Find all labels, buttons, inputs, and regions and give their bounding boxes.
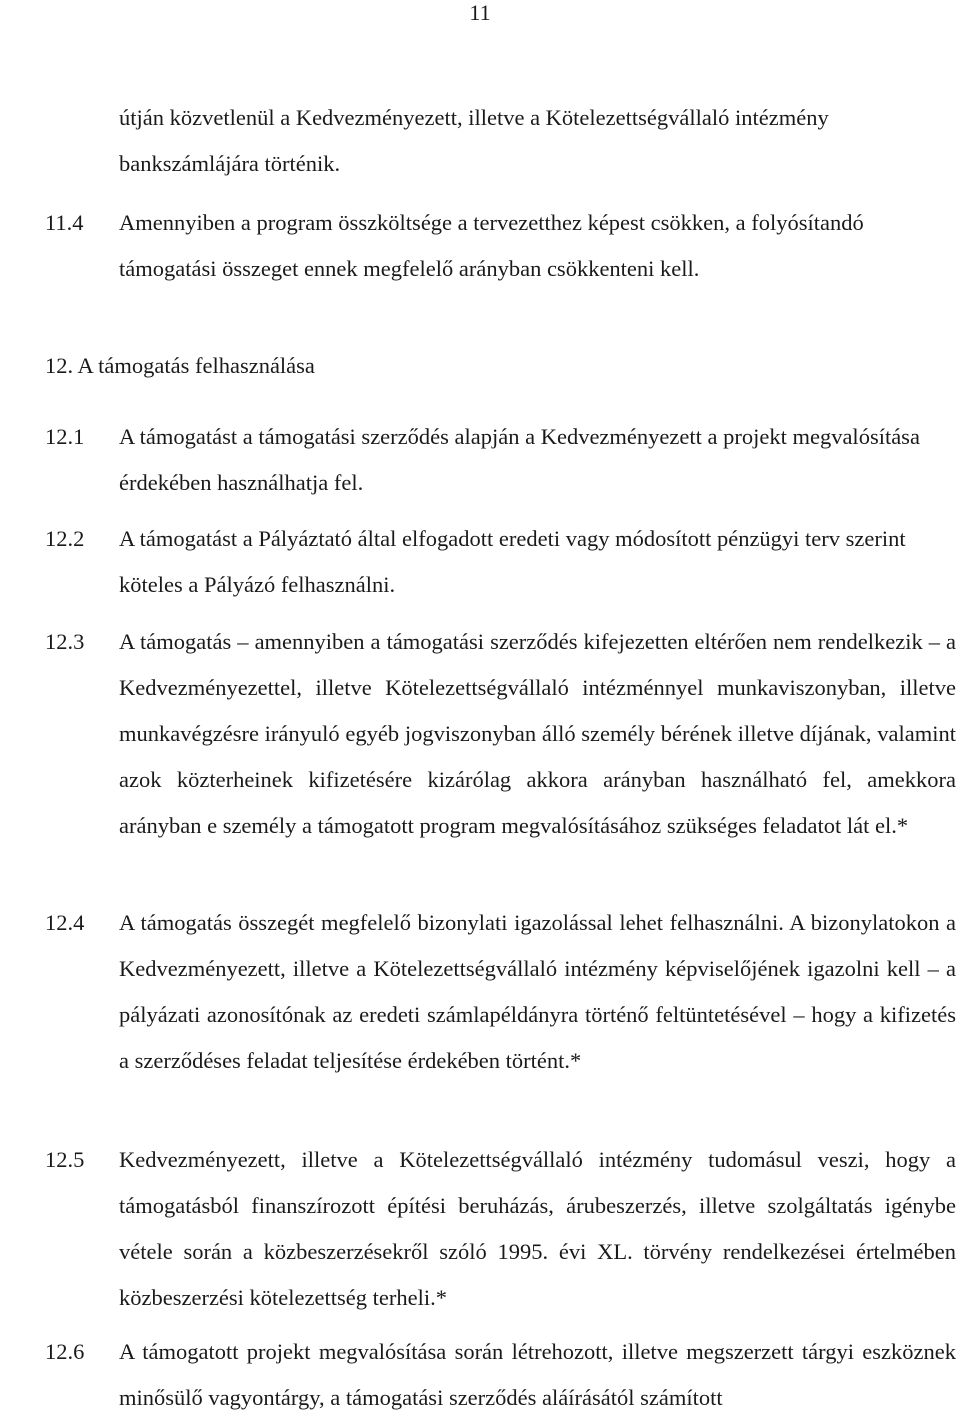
paragraph-text: Amennyiben a program összköltsége a tervezetthez képest csökken, a folyósítandó támogatási összeget ennek megfelelő arányban csökkenteni kell.	[119, 210, 864, 281]
paragraph-text: A támogatás – amennyiben a támogatási szerződés kifejezetten eltérően nem rendelkezik – a Kedvezményezettel, illetve Kötelezettségvállaló intézménnyel munkaviszonyban, illetve munkavégzésre irányuló egyéb jogviszonyban álló személy bérének illetve díjának, valamint azok közterheinek kifizetésére kizárólag akkora arányban használható fel, amekkora arányban e személy a támogatott program megvalósításához szükséges feladatot lát el.*	[119, 629, 956, 838]
paragraph-text: Kedvezményezett, illetve a Kötelezettségvállaló intézmény tudomásul veszi, hogy a támogatásból finanszírozott építési beruházás, árubeszerzés, illetve szolgáltatás igénybe vétele során a közbeszerzésekről szóló 1995. évi XL. törvény rendelkezései értelmében közbeszerzési kötelezettség terheli.*	[119, 1147, 956, 1310]
paragraph-text: A támogatott projekt megvalósítása során létrehozott, illetve megszerzett tárgyi eszköznek minősülő vagyontárgy, a támogatási szerződés aláírásától számított	[119, 1339, 956, 1410]
paragraph-text: A támogatás összegét megfelelő bizonylati igazolással lehet felhasználni. A bizonylatokon a Kedvezményezett, illetve a Kötelezettségvállaló intézmény képviselőjének igazolni kell – a pályázati azonosítónak az eredeti számlapéldányra történő feltüntetésével – hogy a kifizetés a szerződéses feladat teljesítése érdekében történt.*	[119, 910, 956, 1073]
paragraph-number: 12.6	[45, 1339, 85, 1364]
paragraph-number: 11.4	[45, 210, 84, 235]
paragraph-number: 12.5	[45, 1147, 85, 1172]
paragraph-number: 12.3	[45, 629, 85, 654]
section-title: 12. A támogatás felhasználása	[45, 353, 315, 378]
paragraph-number: 12.4	[45, 910, 85, 935]
paragraph-number: 12.2	[45, 526, 85, 551]
paragraph-text: útján közvetlenül a Kedvezményezett, illetve a Kötelezettségvállaló intézmény bankszámlájára történik.	[119, 105, 829, 176]
paragraph-text: A támogatást a támogatási szerződés alapján a Kedvezményezett a projekt megvalósítása érdekében használhatja fel.	[119, 424, 920, 495]
page-number: 11	[469, 0, 491, 25]
paragraph-text: A támogatást a Pályáztató által elfogadott eredeti vagy módosított pénzügyi terv szerint köteles a Pályázó felhasználni.	[119, 526, 906, 597]
paragraph-number: 12.1	[45, 424, 85, 449]
